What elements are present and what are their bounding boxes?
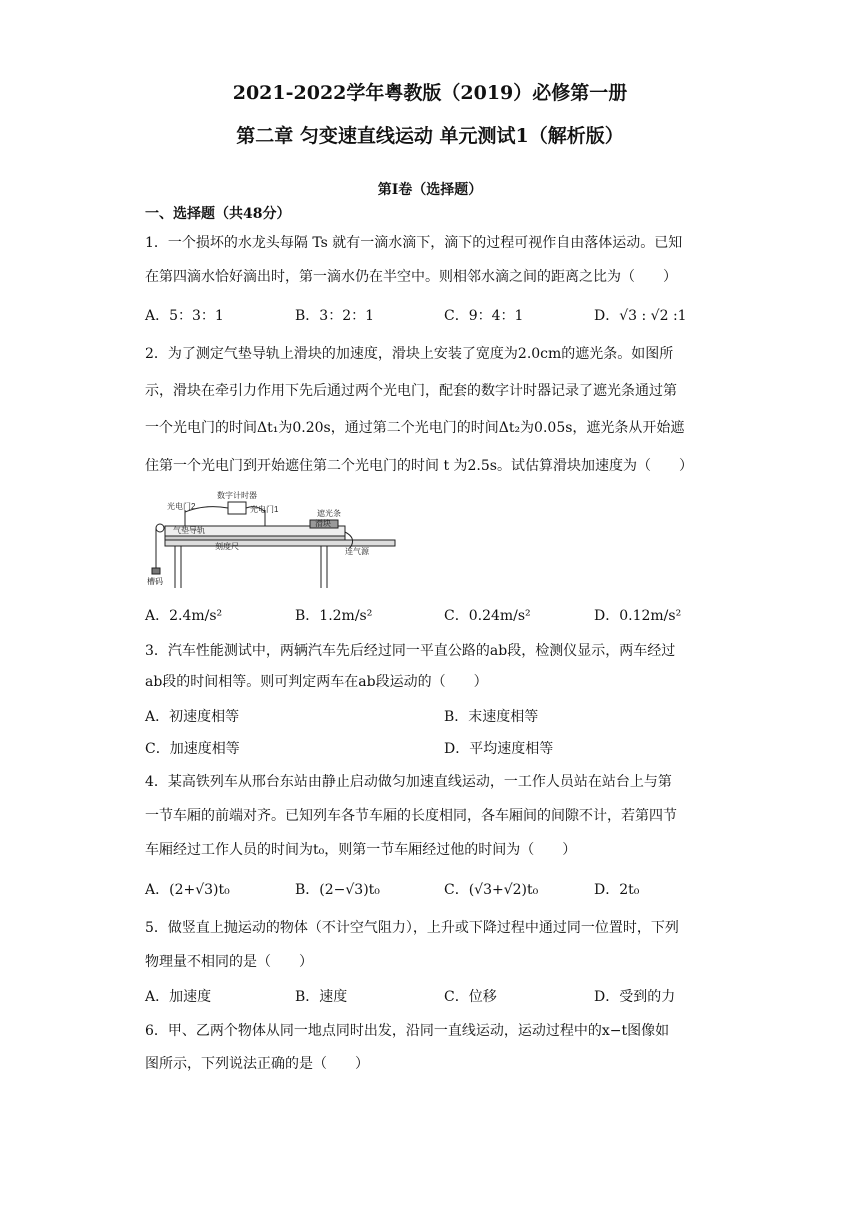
q4-option-a: A．(2+√3)t₀ [145,882,230,898]
q3-option-d: D．平均速度相等 [444,741,554,757]
q5-option-a: A．加速度 [145,989,212,1005]
q6-line1: 6．甲、乙两个物体从同一地点同时出发，沿同一直线运动，运动过程中的x−t图像如 [145,1023,670,1039]
label-gate-2: 光电门2 [167,502,196,511]
q3-option-b: B．末速度相等 [444,709,539,725]
label-digital-timer: 数字计时器 [217,491,257,500]
label-air-source: 连气源 [345,547,369,556]
label-ruler: 刻度尺 [215,542,239,551]
part-heading: 第Ⅰ卷（选择题） [377,182,483,198]
q5-option-b: B．速度 [295,989,348,1005]
q2-option-a: A．2.4m/s² [145,608,223,624]
q2-option-d: D．0.12m/s² [594,608,682,624]
document-title-line1: 2021-2022学年粤教版（2019）必修第一册 [232,82,628,104]
q1-option-c: C．9：4：1 [444,308,524,324]
document-title-line2: 第二章 匀变速直线运动 单元测试1（解析版） [236,125,624,147]
section-heading: 一、选择题（共48分） [145,206,291,222]
q4-line2: 一节车厢的前端对齐。已知列车各节车厢的长度相同，各车厢间的间隙不计，若第四节 [145,808,677,824]
q2-option-c: C．0.24m/s² [444,608,531,624]
q2-option-b: B．1.2m/s² [295,608,373,624]
q2-line1: 2．为了测定气垫导轨上滑块的加速度，滑块上安装了宽度为2.0cm的遮光条。如图所 [145,346,674,362]
label-light-bar: 遮光条 [317,509,341,518]
label-gate-1: 光电门1 [250,505,279,514]
q6-line2: 图所示，下列说法正确的是（ ） [145,1056,369,1072]
q2-line4: 住第一个光电门到开始遮住第二个光电门的时间 t 为2.5s。试估算滑块加速度为（ ） [145,458,693,474]
q3-option-a: A．初速度相等 [145,709,240,725]
q4-option-b: B．(2−√3)t₀ [295,882,380,898]
q2-line3: 一个光电门的时间Δt₁为0.20s，通过第二个光电门的时间Δt₂为0.05s，遮光条从开始遮 [145,420,685,436]
q4-line3: 车厢经过工作人员的时间为t₀，则第一节车厢经过他的时间为（ ） [145,842,577,858]
air-track-diagram [145,490,415,590]
q3-option-c: C．加速度相等 [145,741,240,757]
q1-line1: 1．一个损坏的水龙头每隔 Ts 就有一滴水滴下，滴下的过程可视作自由落体运动。已知 [145,235,683,251]
q3-line1: 3．汽车性能测试中，两辆汽车先后经过同一平直公路的ab段，检测仪显示，两车经过 [145,643,676,659]
q5-option-d: D．受到的力 [594,989,676,1005]
q4-option-d: D．2t₀ [594,882,640,898]
label-slider: 滑块 [315,519,331,528]
q4-line1: 4．某高铁列车从邢台东站由静止启动做匀加速直线运动，一工作人员站在站台上与第 [145,774,672,790]
label-weight: 槽码 [147,577,163,586]
q2-line2: 示，滑块在牵引力作用下先后通过两个光电门，配套的数字计时器记录了遮光条通过第 [145,383,677,399]
q1-line2: 在第四滴水恰好滴出时，第一滴水仍在半空中。则相邻水滴之间的距离之比为（ ） [145,269,677,285]
q3-line2: ab段的时间相等。则可判定两车在ab段运动的（ ） [145,674,488,690]
q4-option-c: C．(√3+√2)t₀ [444,882,539,898]
q1-option-a: A．5：3：1 [145,308,224,324]
label-air-track: 气垫导轨 [173,526,205,535]
q1-option-d: D．√3 : √2 :1 [594,308,687,324]
q5-line2: 物理量不相同的是（ ） [145,954,313,970]
q5-option-c: C．位移 [444,989,497,1005]
q5-line1: 5．做竖直上抛运动的物体（不计空气阻力），上升或下降过程中通过同一位置时，下列 [145,920,679,936]
q1-option-b: B．3：2：1 [295,308,375,324]
